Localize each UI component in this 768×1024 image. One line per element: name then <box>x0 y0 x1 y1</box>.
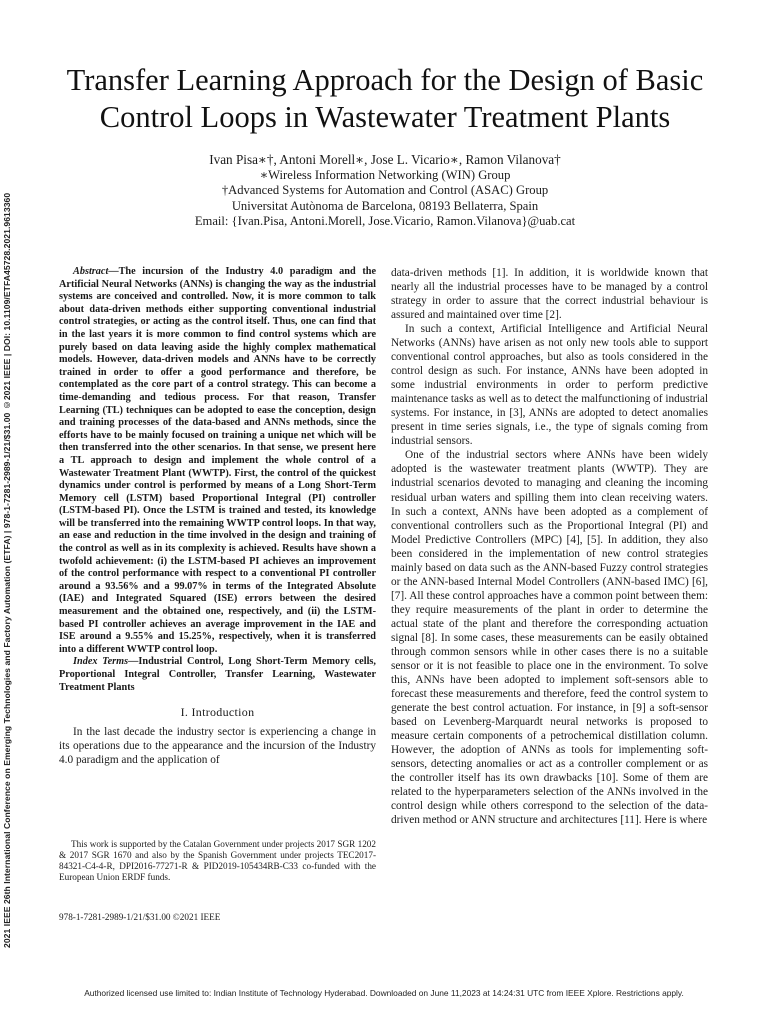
intro-paragraph: In the last decade the industry sector is experiencing a change in its operations due to the appearance and the incursion of the Industry 4.0 paradigm and the application of <box>59 726 376 767</box>
author-names: Ivan Pisa∗†, Antoni Morell∗, Jose L. Vicario∗, Ramon Vilanova† <box>209 152 561 167</box>
right-column <box>391 266 708 827</box>
authors-block <box>120 152 650 230</box>
copyright-notice: 978-1-7281-2989-1/21/$31.00 ©2021 IEEE <box>59 912 221 922</box>
abstract <box>59 266 376 656</box>
body-paragraph: In such a context, Artificial Intelligence and Artificial Neural Networks (ANNs) have arisen as not only new tools able to support conventional control approaches, but also as tools considered in the control design as such. For instance, ANNs have been adopted in some industrial environments in order to perform predictive maintenance tasks as well as to detect the malfunctioning of industrial systems. For instance, in [3], ANNs are adopted to detect anomalies present in time series signals, i.e., the type of signals coming from industrial sensors. <box>391 323 708 448</box>
body-paragraph: One of the industrial sectors where ANNs have been widely adopted is the wastewater treatment plants (WWTP). They are industrial scenarios devoted to managing and cleaning the incoming residual urban waters and spilling them into clean receiving waters. In such a context, ANNs have been adopted as a complement of conventional controllers such as the Proportional Integral (PI) and Model Predictive Controllers (MPC) [4], [5]. In addition, they also been considered in the implementation of new control strategies mainly based on data such as the ANN-based Fuzzy control strategies or the ANN-based Internal Model Controllers (ANN-based IMC) [6], [7]. All these control approaches have a common point between them: they require measurements of the plant in order to determine the actual state of the plant and therefore the corresponding actuation signal [8]. In some cases, these measurements can be easily obtained through common sensors while in other cases there is no a suitable sensor or it is not feasible to place one in the environment. To solve this, ANNs have been adopted to implement soft-sensors able to forecast these measurements and therefore, feed the control system to generate the best control actuation. For instance, in [9] a soft-sensor based on Levenberg-Marquardt neural networks is proposed to measure certain components of a petrochemical distillation column. However, the adoption of ANNs as tools for implementing soft-sensors, detecting anomalies or act as a controller complement or as the controller itself has its own drawbacks [10]. Some of them are related to the hyperparameters selection of the ANNs involved in the control design while others correspond to the selection of the data-driven method or ANN structure and architectures [11]. Here is where <box>391 449 708 827</box>
paper-title: Transfer Learning Approach for the Design of Basic Control Loops in Wastewater Treatment Plants <box>66 63 704 134</box>
index-terms-lead: Index Terms <box>73 656 129 668</box>
body-paragraph: data-driven methods [1]. In addition, it is worldwide known that nearly all the industrial processes have to be managed by a control strategy in order to assure that the correct industrial behaviour is assured and maintained over time [2]. <box>391 267 708 322</box>
index-terms <box>59 656 376 694</box>
university-address: Universitat Autònoma de Barcelona, 08193 Bellaterra, Spain <box>231 198 539 213</box>
author-emails: Email: {Ivan.Pisa, Antoni.Morell, Jose.Vicario, Ramon.Vilanova}@uab.cat <box>194 214 576 229</box>
left-column <box>59 266 376 767</box>
affiliation-win: ∗Wireless Information Networking (WIN) Group <box>259 167 511 182</box>
funding-footnote: This work is supported by the Catalan Government under projects 2017 SGR 1202 & 2017 SGR 1670 and also by the Spanish Government under projects TEC2017-84321-C4-4-R, DPI2016-77271-R & PID2019-105434RB-C33 co-funded with the European Union ERDF funds. <box>59 839 376 882</box>
abstract-text: —The incursion of the Industry 4.0 paradigm and the Artificial Neural Networks (ANNs) is changing the way as the industrial systems are conceived and controlled. Now, it is more common to talk about data-driven methods either supporting conventional industrial control strategies, or acting as the control itself. Thus, one can find that in the last years it is more common to find control systems which are purely based on data leaving aside the highly complex mathematical models. However, data-driven models and ANNs have to be correctly trained in order to offer a good performance and therefore, be contemplated as the core part of a control strategy. This can become a time-demanding and tedious process. For that reason, Transfer Learning (TL) techniques can be adopted to ease the conception, design and training processes of the data-based and ANNs methods, since the efforts have to be mainly focused on training a unique net which will be then transferred into the other scenarios. In that sense, we present here a TL approach to design and implement the whole control of a Wastewater Treatment Plant (WWTP). First, the control of the quickest dynamics under control is performed by means of a Long Short-Term Memory cell (LSTM) based Proportional Integral (PI) controller (LSTM-based PI). Once the LSTM is trained and tested, its knowledge will be transferred into the remaining WWTP control loops. In that way, an ease and reduction in the time involved in the design and training of the control as well as in its complexity is achieved. Results have shown a twofold achievement: (i) the LSTM-based PI achieves an improvement of the control performance with respect to a conventional PI controller around a 93.56% and a 99.07% in terms of the Integrated Absolute (IAE) and Integrated Squared (ISE) errors between the desired measurement and the obtained one, respectively, and (ii) the LSTM-based PI controller achieves an average improvement in the IAE and ISE around a 9.55% and 15.25%, respectively, when it is transferred into a different WWTP control loop. <box>59 266 376 655</box>
section-heading-introduction: I. Introduction <box>180 705 255 720</box>
affiliation-asac: †Advanced Systems for Automation and Control (ASAC) Group <box>221 183 549 198</box>
abstract-lead: Abstract <box>73 266 109 277</box>
license-footer: Authorized licensed use limited to: Indian Institute of Technology Hyderabad. Downloaded on June 11,2023 at 14:24:31 UTC from IEEE Xplore. Restrictions apply. <box>84 988 684 998</box>
index-terms-text: —Industrial Control, Long Short-Term Memory cells, Proportional Integral Controller, Transfer Learning, Wastewater Treatment Plants <box>59 656 376 693</box>
publication-side-banner: 2021 IEEE 26th International Conference on Emerging Technologies and Factory Automation (ETFA) | 978-1-7281-2989-1/21/$31.00 ©2021 IEEE | DOI: 10.1109/ETFA45728.2021.9613360 <box>2 192 12 948</box>
